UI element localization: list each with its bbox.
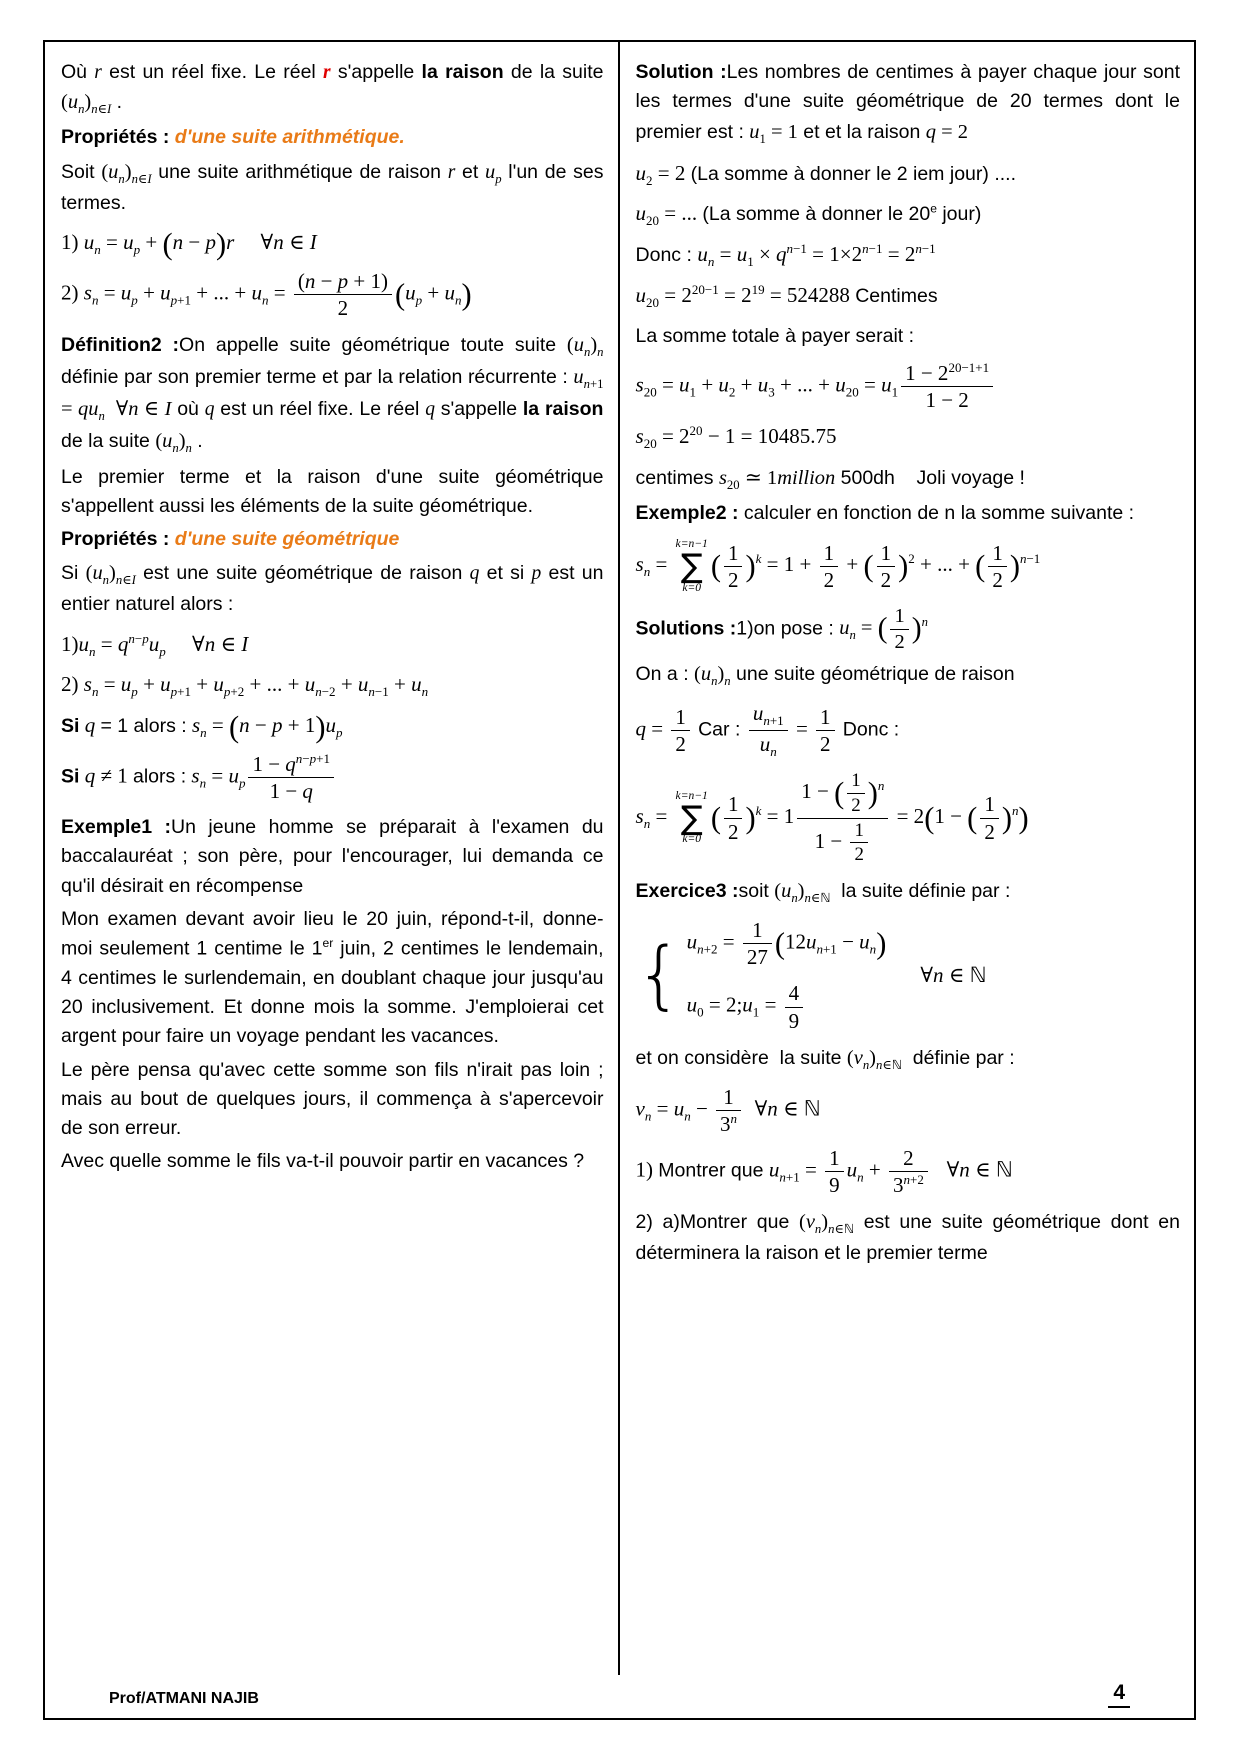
formule-2-geometrique: 2) $s_n = u_p + u_{p+1} + u_{p+2}$ + ... + $u_{n-2} + u_{n-1} + u_n$ — [61, 672, 429, 700]
formule-un-geometrique: Donc : $u_n = u_1 \times q^{n-1} = 1\times 2^{n-1} = 2^{n-1}$ — [635, 241, 936, 270]
proprietes-arithmetique-heading: Propriétés : d'une suite arithmétique. — [61, 126, 405, 149]
page-number: 4 — [1108, 1681, 1130, 1708]
systeme-recurrence: { $u_{n+2}$ = $\frac{1}{27}$ $(12u_{n+1} - u_n)$ $u_0$ = $2;u_1$ = $\frac{4}{9}$ ∀n ∈ ℕ — [635, 918, 987, 1033]
somme-geometrique-formule: $s_n$ = k=n−1 ∑ k=0 ( $\frac{1}{2}$ )$^k$ = 1 + $\frac{1}{2}$ + ( $\frac{1}{2}$ )$^2$ + ... + ( $\frac{1}{2}$ )$^{n-1}$ — [635, 538, 1041, 594]
suite-vn-paragraph: et on considère la suite $(v_n)_{n\in ℕ}$ définie par : — [635, 1046, 1015, 1072]
footer-author: Prof/ATMANI NAJIB — [109, 1690, 259, 1707]
raison-definition-paragraph: Où r est un réel fixe. Le réel r s'appelle la raison de la suite $(u_n)_{n\in I}$ . — [61, 61, 604, 117]
solution-paragraph: Solution :Les nombres de centimes à payer chaque jour sont les termes d'une suite géométrique de 20 termes dont le premier est : $u_1 = 1$ et et la raison q = 2 — [635, 61, 1180, 146]
u2-ligne: $u_2 = 2$ (La somme à donner le 2 iem jour) .... — [635, 160, 1017, 188]
left-column — [45, 42, 620, 1675]
question2: 2) a)Montrer que $(v_n)_{n\in ℕ}$ est une suite géométrique dont en déterminera la raison et le premier terme — [635, 1211, 1180, 1265]
somme-calculee-formule: $s_n$ = k=n−1 ∑ k=0 ( $\frac{1}{2}$ )$^k$ = 1 1 − ( $\frac{1}{2}$ )$^n$ 1 − $\frac{1}{2}$ = 2(1 − ( $\frac{1}{2}$ )$^n$) — [635, 770, 1029, 866]
elements-suite-paragraph: Le premier terme et la raison d'une suite géométrique s'appellent aussi les éléments de la suite géométrique. — [61, 465, 604, 517]
exemple1-suite-paragraph: Mon examen devant avoir lieu le 20 juin, répond-t-il, donne-moi seulement 1 centime le 1er juin, 2 centimes le lendemain, 4 centimes le surlendemain, en doublant chaque jour jusqu'au 20 inclusivement. Et donne mois la somme. J'emploierai cet argent pour faire un voyage pendant les vacances. — [61, 907, 604, 1048]
question1: 1) Montrer que $u_{n+1}$ = $\frac{1}{9}$ $u_n$ + $\frac{2}{3^{n+2}}$ ∀n ∈ ℕ — [635, 1146, 1013, 1198]
raison-un-demi: q = $\frac{1}{2}$ Car : $\frac{u_{n+1}}{u_n}$ = $\frac{1}{2}$ Donc : — [635, 700, 900, 760]
exemple1-paragraph: Exemple1 :Un jeune homme se préparait à l'examen du baccalauréat ; son père, pour l'encourager, lui demanda ce qu'il désirait en récompense — [61, 816, 604, 897]
formule-1-geometrique: $1)u_n = q^{n-p}u_p$ ∀n ∈ I — [61, 630, 249, 659]
u20-valeur: $u_{20} = 2^{20-1} = 2^{19} = 524288$ Centimes — [635, 281, 938, 311]
document-page-frame — [43, 40, 1196, 1720]
question-paragraph: Avec quelle somme le fils va-t-il pouvoir partir en vacances ? — [61, 1150, 585, 1173]
u20-ligne: $u_{20}$ = ... (La somme à donner le 20e jour) — [635, 201, 982, 229]
cas-q-different-1: Si q ≠ 1 alors : $s_n = u_p$ $\frac{1 - q^{n-p+1}}{1 - q}$ — [61, 752, 604, 803]
right-column — [620, 42, 1195, 1675]
exercice3-heading: Exercice3 :soit $(u_n)_{n\in ℕ}$ la suite définie par : — [635, 879, 1011, 906]
somme-totale-paragraph: La somme totale à payer serait : — [635, 324, 915, 347]
exemple2-heading: Exemple2 : calculer en fonction de n la somme suivante : — [635, 502, 1135, 525]
formule-1-arithmetique: 1) $u_n = u_p + (n - p)r$ ∀n ∈ I — [61, 227, 317, 261]
page-footer — [45, 1675, 1194, 1718]
s20-valeur: $s_{20} = 2^{20} - 1 = 10485.75$ — [635, 423, 837, 452]
solutions-pose: Solutions :1)on pose : $u_n$ = ( $\frac{1}{2}$ )$^n$ — [635, 604, 928, 654]
s20-formule: $s_{20} = u_1 + u_2 + u_3$ + ... + $u_{20} = u_1$ $\frac{1 - 2^{20-1+1}}{1 - 2}$ — [636, 361, 1181, 412]
two-column-layout — [45, 42, 1194, 1675]
soit-suite-arithmetique-paragraph: Soit $(u_n)_{n\in I}$ une suite arithmétique de raison r et $u_p$ l'un de ses termes. — [61, 160, 604, 214]
formule-2-arithmetique: 2) $s_n = u_p + u_{p+1}$ + ... + $u_n$ = $\frac{(n - p + 1)}{2}$ $(u_p + u_n)$ — [61, 268, 472, 320]
si-suite-geometrique-paragraph: Si $(u_n)_{n\in I}$ est une suite géométrique de raison q et si p est un entier naturel alors : — [61, 562, 604, 616]
cas-q-egal-1: Si q = 1 alors : $s_n = (n - p + 1)u_p$ — [61, 710, 343, 745]
vn-definition: $v_n = u_n$ − $\frac{1}{3^n}$ ∀n ∈ ℕ — [635, 1084, 821, 1136]
definition2-paragraph: Définition2 :On appelle suite géométrique toute suite $(u_n)_n$ définie par son premier terme et par la relation récurrente : $u_{n+1} = qu_n$ ∀n ∈ I où q est un réel fixe. Le réel q s'appelle la raison de la suite $(u_n)_n$ . — [61, 334, 604, 456]
on-a-paragraph: On a : $(u_n)_n$ une suite géométrique de raison — [635, 662, 1015, 688]
conclusion-voyage: centimes $s_{20}$ ≃ 1million 500dh Joli voyage ! — [635, 466, 1025, 492]
proprietes-geometrique-heading: Propriétés : d'une suite géométrique — [61, 528, 400, 551]
reaction-pere-paragraph: Le père pensa qu'avec cette somme son fils n'irait pas loin ; mais au bout de quelques jours, il commença à s'apercevoir de son erreur. — [61, 1058, 604, 1140]
